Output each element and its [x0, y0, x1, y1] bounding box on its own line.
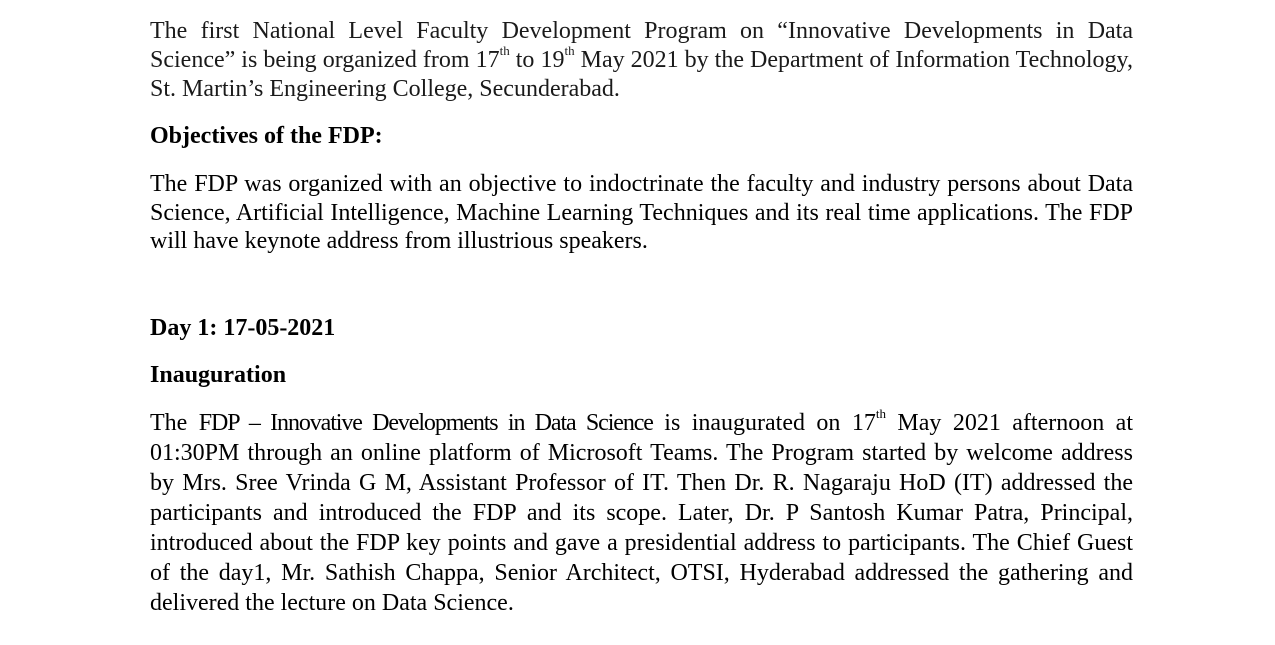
day1-heading: Day 1: 17-05-2021	[150, 315, 336, 341]
intro-text-part1: The first National Level Faculty Development Program on “Innovative Developments in Data Science” is being organized from 17	[150, 18, 1133, 73]
objectives-heading: Objectives of the FDP:	[150, 123, 383, 149]
intro-superscript-2: th	[564, 43, 575, 58]
objectives-paragraph: The FDP was organized with an objective to indoctrinate the faculty and industry persons about Data Science, Artificial Intelligence, Machine Learning Techniques and its real time applications. The FDP will have keynote address from illustrious speakers.	[150, 171, 1133, 254]
intro-text-part2: to 19	[509, 47, 565, 73]
inauguration-paragraph	[150, 408, 1133, 618]
intro-paragraph	[150, 17, 1133, 104]
intro-text-part3: May 2021 by the Department of Information Technology, St. Martin’s Engineering College, Secunderabad.	[150, 47, 1133, 102]
inauguration-superscript: th	[875, 406, 886, 421]
inauguration-heading: Inauguration	[150, 362, 287, 388]
inauguration-lead: The	[150, 410, 199, 436]
program-name: FDP – Innovative Developments in Data Science	[198, 410, 653, 436]
inauguration-text-part2: May 2021 afternoon at 01:30PM through an online platform of Microsoft Teams. The Program started by welcome address by Mrs. Sree Vrinda G M, Assistant Professor of IT. Then Dr. R. Nagaraju HoD (IT) addressed the participants and introduced the FDP and its scope. Later, Dr. P Santosh Kumar Patra, Principal, introduced about the FDP key points and gave a presidential address to participants. The Chief Guest of the day1, Mr. Sathish Chappa, Senior Architect, OTSI, Hyderabad addressed the gathering and delivered the lecture on Data Science.	[150, 410, 1133, 616]
inauguration-text-part1: is inaugurated on 17	[652, 410, 876, 436]
intro-superscript-1: th	[499, 43, 510, 58]
